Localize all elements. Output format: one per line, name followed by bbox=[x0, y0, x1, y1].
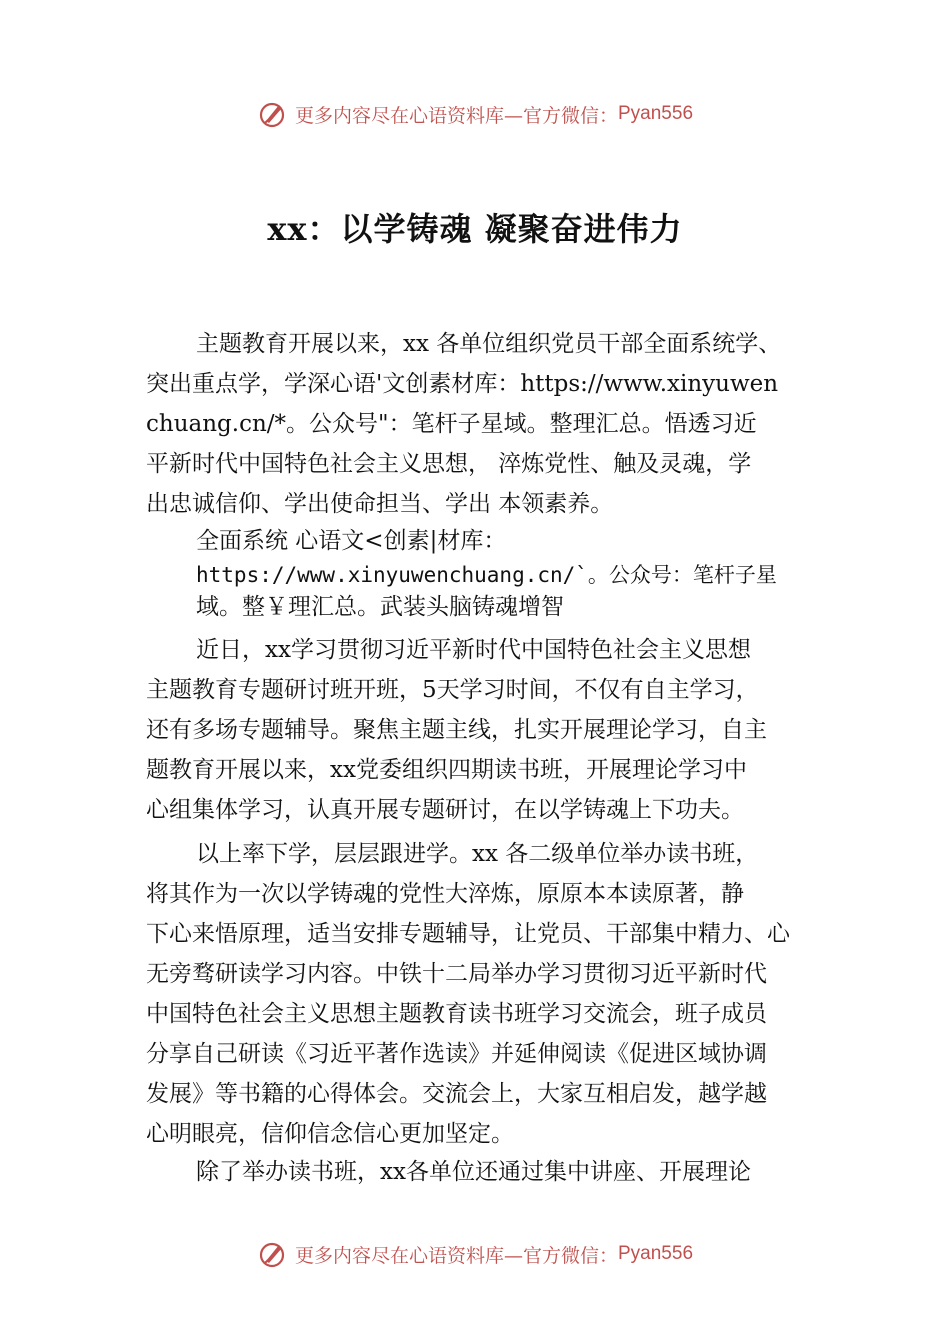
banner-text: 更多内容尽在心语资料库—官方微信： bbox=[294, 1244, 618, 1267]
text-line: 无旁骛研读学习内容。中铁十二局举办学习贯彻习近平新时代 bbox=[146, 961, 767, 987]
text-line: https://www.xinyuwenchuang.cn/`。公众号：笔杆子星 bbox=[196, 563, 777, 587]
paragraph bbox=[146, 1152, 836, 1192]
text-line: chuang.cn/*。公众号"：笔杆子星域。整理汇总。悟透习近 bbox=[146, 411, 757, 437]
wechat-id: Pyan556 bbox=[618, 103, 694, 124]
header-banner bbox=[0, 94, 950, 134]
paragraph-1 bbox=[146, 324, 836, 524]
text-line: 还有多场专题辅导。聚焦主题主线，扎实开展理论学习，自主 bbox=[146, 717, 767, 743]
paragraph-2 bbox=[146, 522, 836, 624]
text-line: 心明眼亮，信仰信念信心更加坚定。 bbox=[146, 1121, 514, 1147]
page-title: xx：以学铸魂 凝聚奋进伟力 bbox=[267, 210, 683, 248]
text-line: 出忠诚信仰、学出使命担当、学出 本领素养。 bbox=[146, 491, 614, 517]
text-line: 以上率下学，层层跟进学。xx 各二级单位举办读书班， bbox=[196, 841, 759, 867]
text-line: 下心来悟原理，适当安排专题辅导，让党员、干部集中精力、心 bbox=[146, 921, 790, 947]
paragraph bbox=[146, 630, 836, 830]
text-line: 除了举办读书班，xx各单位还通过集中讲座、开展理论 bbox=[196, 1159, 751, 1185]
text-line: 分享自己研读《习近平著作选读》并延伸阅读《促进区域协调 bbox=[146, 1041, 767, 1067]
text-line: 心组集体学习，认真开展专题研讨，在以学铸魂上下功夫。 bbox=[146, 797, 744, 823]
paragraph-4 bbox=[146, 834, 836, 1154]
text-line: 主题教育专题研讨班开班，5天学习时间，不仅有自主学习， bbox=[146, 677, 759, 703]
banner-text: 更多内容尽在心语资料库—官方微信： bbox=[294, 104, 618, 127]
text-line: 域。整￥理汇总。武装头脑铸魂增智 bbox=[196, 594, 564, 620]
paragraph bbox=[146, 522, 836, 624]
text-line: 题教育开展以来，xx党委组织四期读书班，开展理论学习中 bbox=[146, 757, 747, 783]
text-line: 平新时代中国特色社会主义思想， 淬炼党性、触及灵魂，学 bbox=[146, 451, 752, 477]
text-line: 全面系统 心语文<创素|材库： bbox=[196, 528, 507, 554]
quill-logo-icon bbox=[257, 99, 287, 129]
footer-banner bbox=[0, 1234, 950, 1274]
paragraph bbox=[146, 834, 836, 1154]
text-line: 主题教育开展以来，xx 各单位组织党员干部全面系统学、 bbox=[196, 331, 782, 357]
text-line: 中国特色社会主义思想主题教育读书班学习交流会，班子成员 bbox=[146, 1001, 767, 1027]
text-line: 发展》等书籍的心得体会。交流会上，大家互相启发，越学越 bbox=[146, 1081, 767, 1107]
text-line: 突出重点学，学深心语'文创素材库：https://www.xinyuwen bbox=[146, 371, 779, 397]
paragraph bbox=[146, 324, 836, 524]
quill-logo-icon bbox=[257, 1239, 287, 1269]
paragraph-5 bbox=[146, 1152, 836, 1192]
text-line: 近日，xx学习贯彻习近平新时代中国特色社会主义思想 bbox=[196, 637, 751, 663]
text-line: 将其作为一次以学铸魂的党性大淬炼，原原本本读原著，静 bbox=[146, 881, 744, 907]
paragraph-3 bbox=[146, 630, 836, 830]
wechat-id: Pyan556 bbox=[618, 1243, 694, 1264]
